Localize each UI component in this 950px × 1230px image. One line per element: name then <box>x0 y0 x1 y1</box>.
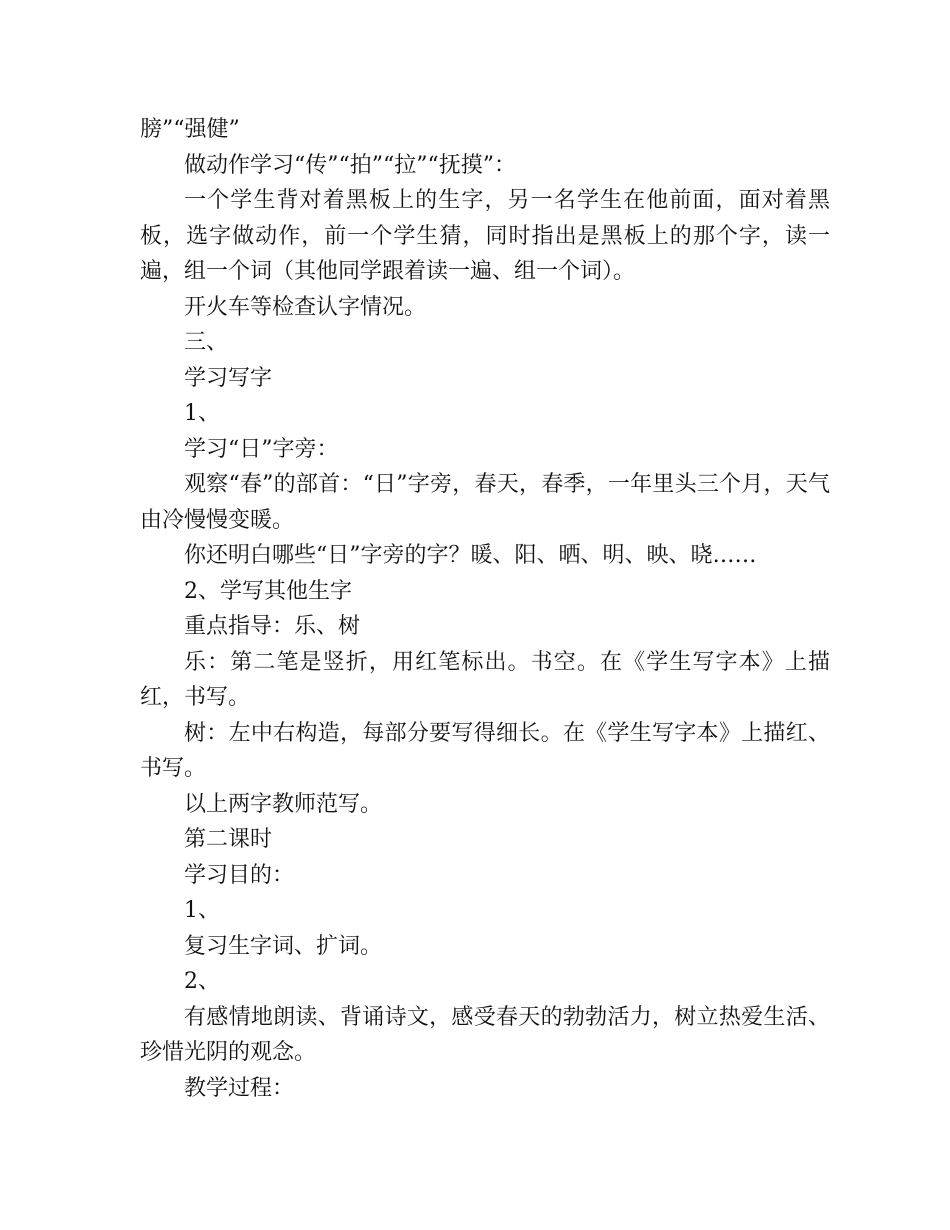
paragraph: 一个学生背对着黑板上的生字，另一名学生在他前面，面对着黑板，选字做动作，前一个学生猜，同时指出是黑板上的那个字，读一遍，组一个词（其他同学跟着读一遍、组一个词）。 <box>140 188 830 284</box>
list-number: 1、 <box>184 401 220 426</box>
paragraph: 你还明白哪些“日”字旁的字？暖、阳、晒、明、映、晓…… <box>184 543 757 568</box>
paragraph: 乐：第二笔是竖折，用红笔标出。书空。在《学生写字本》上描红，书写。 <box>140 649 830 710</box>
paragraph: 学习目的： <box>184 862 295 888</box>
paragraph: 复习生字词、扩词。 <box>184 933 383 959</box>
paragraph: 以上两字教师范写。 <box>184 791 383 817</box>
paragraph: 做动作学习“传”“拍”“拉”“抚摸”： <box>184 152 516 178</box>
paragraph: 开火车等检查认字情况。 <box>184 294 427 320</box>
lesson-heading: 第二课时 <box>184 827 273 852</box>
section-title: 学习写字 <box>184 365 273 391</box>
paragraph: 有感情地朗读、背诵诗文，感受春天的勃勃活力，树立热爱生活、珍惜光阴的观念。 <box>140 1004 830 1065</box>
paragraph: 树：左中右构造，每部分要写得细长。在《学生写字本》上描红、书写。 <box>140 720 830 781</box>
document-body <box>140 112 830 1106</box>
paragraph: 重点指导：乐、树 <box>184 614 361 639</box>
paragraph: 观察“春”的部首：“日”字旁，春天，春季，一年里头三个月，天气由冷慢慢变暖。 <box>140 472 830 533</box>
paragraph: 2、学写其他生字 <box>184 578 352 604</box>
paragraph: 膀”“强健” <box>140 117 240 142</box>
paragraph: 学习“日”字旁： <box>184 436 339 462</box>
list-number: 1、 <box>184 898 220 923</box>
paragraph: 教学过程： <box>184 1075 295 1101</box>
section-heading: 三、 <box>184 330 229 355</box>
list-number: 2、 <box>184 969 220 994</box>
